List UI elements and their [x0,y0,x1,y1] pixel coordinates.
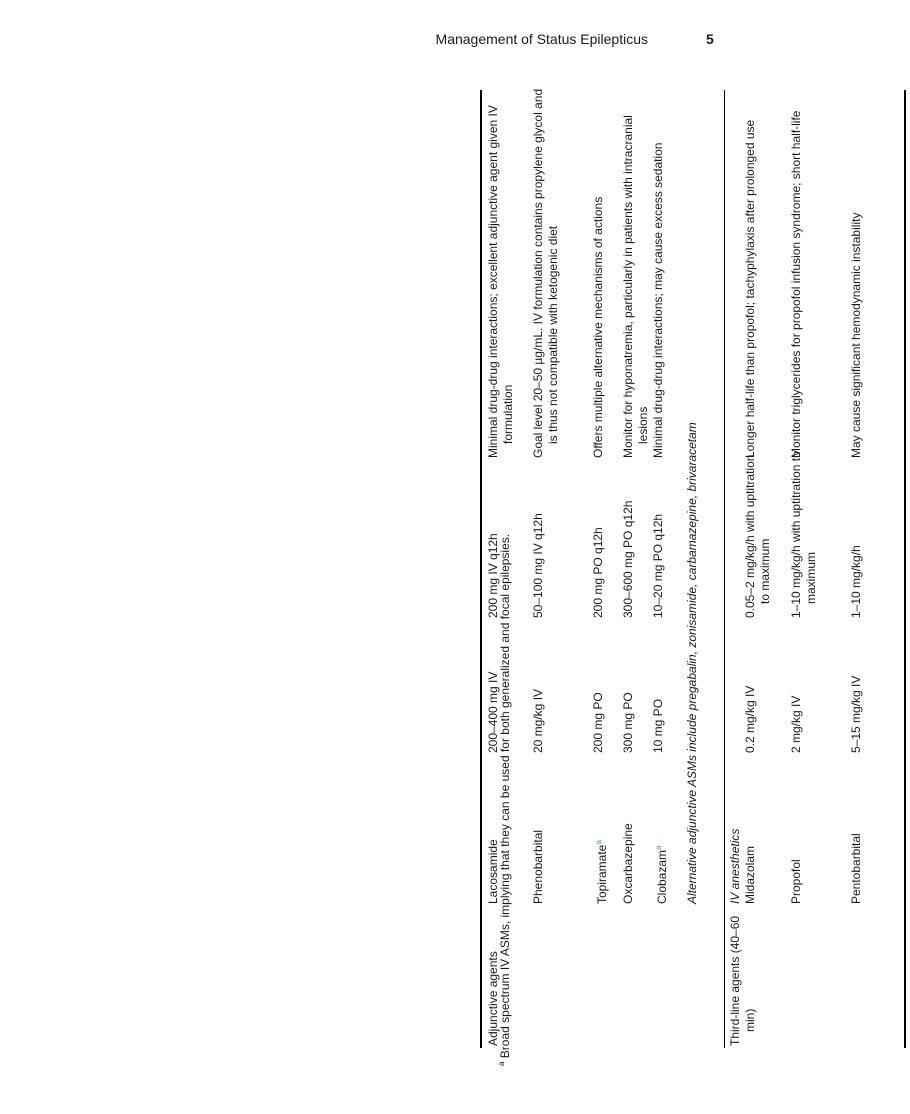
loading-dose: 5–15 mg/kg IV [849,675,863,753]
category-adjunctive: Adjunctive agents [486,951,500,1046]
maintenance-dose: 1–10 mg/kg/h with uptitration to maximum [789,451,818,618]
drug-name: Propofol [789,859,803,904]
drug-cell [728,758,758,904]
footnote-marker: a [594,840,603,845]
loading-dose: 200 mg PO [591,692,605,753]
table-footnote [494,366,514,1066]
comments: Goal level 20–50 µg/mL. IV formulation contains propylene glycol and is thus not compatible with ketogenic diet [531,88,560,458]
drug-name-cell [591,758,610,904]
table-top-rule [480,90,482,1048]
loading-dose: 20 mg/kg IV [531,688,545,753]
loading-dose: 0.2 mg/kg IV [743,685,757,753]
iv-anesthetics-subheader: IV anesthetics [728,828,742,904]
comments: Offers multiple alternative mechanisms of actions [591,196,605,458]
maintenance-dose: 200 mg PO q12h [591,527,605,618]
comments: Monitor triglycerides for propofol infusion syndrome; short half-life [789,110,803,458]
loading-dose: 300 mg PO [621,692,635,753]
section-divider-rule [724,90,725,1048]
footnote-text: Broad spectrum IV ASMs, implying that they can be used for both generalized and focal epilepsies. [498,533,512,1059]
loading-dose: 200–400 mg IV [486,671,500,753]
drug-name: Lacosamide [486,839,500,904]
drug-name-cell [651,758,670,904]
maintenance-dose: 1–10 mg/kg/h [849,545,863,618]
maintenance-dose: 300–600 mg PO q12h [621,500,635,618]
maintenance-dose: 200 mg IV q12h [486,533,500,618]
maintenance-dose: 0.05–2 mg/kg/h with uptitration to maximum [743,454,772,618]
maintenance-dose: 10–20 mg PO q12h [651,513,665,618]
drug-name: Clobazam [655,849,669,904]
running-header-title: Management of Status Epilepticus [435,31,648,47]
loading-dose: 10 mg PO [651,698,665,753]
comments: Minimal drug-drug interactions; may cause excess sedation [651,142,665,458]
drug-name: Pentobarbital [849,833,863,904]
page-number: 5 [706,31,714,47]
comments: May cause significant hemodynamic instability [849,212,863,458]
drug-table [480,90,910,1048]
maintenance-dose: 50–100 mg IV q12h [531,513,545,618]
comments: Minimal drug-drug interactions; excellent adjunctive agent given IV formulation [486,105,515,458]
drug-name: Oxcarbazepine [621,823,635,904]
footnote-marker: a [654,845,663,850]
table-bottom-rule [904,90,906,1048]
category-third-line: Third-line agents (40–60 min) [728,915,757,1046]
drug-name: Phenobarbital [531,829,545,904]
drug-name: Midazolam [743,845,757,904]
comments: Longer half-life than propofol; tachyphylaxis after prolonged use [743,119,757,458]
drug-name: Topiramate [595,844,609,904]
alternative-asms-note: Alternative adjunctive ASMs include pregabalin, zonisamide, carbamazepine, brivaracetam [685,422,699,904]
footnote-marker: a [497,1061,506,1066]
drug-table-rotated [480,90,910,1048]
comments: Monitor for hyponatremia, particularly in patients with intracranial lesions [621,115,650,458]
loading-dose: 2 mg/kg IV [789,695,803,753]
